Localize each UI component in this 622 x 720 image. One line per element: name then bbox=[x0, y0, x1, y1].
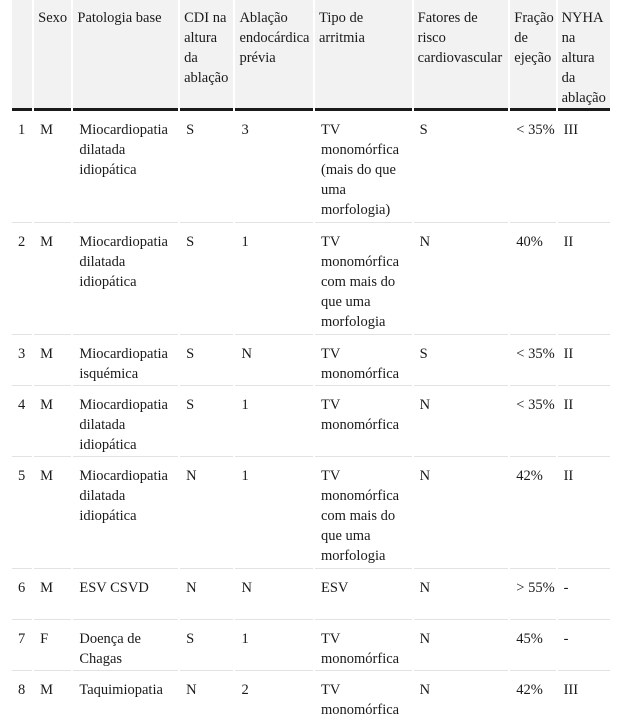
cell-sexo: M bbox=[34, 335, 71, 386]
cell-index: 3 bbox=[12, 335, 32, 386]
cell-arritmia: TV monomórfica com mais do que uma morfologia bbox=[315, 223, 412, 335]
cell-index: 5 bbox=[12, 457, 32, 569]
cell-ablacao: 3 bbox=[235, 111, 313, 223]
cell-nyha: II bbox=[558, 386, 610, 457]
cell-ablacao: 1 bbox=[235, 457, 313, 569]
cell-cdi: N bbox=[180, 457, 233, 569]
cell-patologia: Doença de Chagas bbox=[73, 620, 178, 671]
cell-arritmia: TV monomórfica bbox=[315, 386, 412, 457]
cell-fracao: 42% bbox=[510, 457, 555, 569]
cell-ablacao: 1 bbox=[235, 386, 313, 457]
cell-fatores: N bbox=[414, 671, 509, 720]
table-row bbox=[12, 620, 610, 671]
table-header-row bbox=[12, 0, 610, 111]
cell-fracao: > 55% bbox=[510, 569, 555, 620]
cell-fatores: N bbox=[414, 620, 509, 671]
cell-ablacao: N bbox=[235, 569, 313, 620]
header-fracao-ejecao: Fração de ejeção bbox=[510, 0, 555, 111]
cell-cdi: S bbox=[180, 223, 233, 335]
cell-sexo: M bbox=[34, 569, 71, 620]
cell-fatores: S bbox=[414, 335, 509, 386]
cell-fatores: N bbox=[414, 223, 509, 335]
cell-index: 7 bbox=[12, 620, 32, 671]
cell-ablacao: 1 bbox=[235, 223, 313, 335]
cell-sexo: M bbox=[34, 671, 71, 720]
cell-arritmia: TV monomórfica com mais do que uma morfologia bbox=[315, 457, 412, 569]
cell-fatores: S bbox=[414, 111, 509, 223]
cell-patologia: Miocardiopatia dilatada idiopática bbox=[73, 111, 178, 223]
header-tipo-arritmia: Tipo de arritmia bbox=[315, 0, 412, 111]
cell-index: 2 bbox=[12, 223, 32, 335]
header-cdi: CDI na altura da ablação bbox=[180, 0, 233, 111]
cell-ablacao: 1 bbox=[235, 620, 313, 671]
cell-ablacao: 2 bbox=[235, 671, 313, 720]
patients-table bbox=[10, 0, 612, 720]
header-sexo: Sexo bbox=[34, 0, 71, 111]
cell-fracao: 40% bbox=[510, 223, 555, 335]
table-row bbox=[12, 569, 610, 620]
cell-fracao: < 35% bbox=[510, 386, 555, 457]
cell-patologia: ESV CSVD bbox=[73, 569, 178, 620]
cell-nyha: II bbox=[558, 335, 610, 386]
cell-fracao: 42% bbox=[510, 671, 555, 720]
cell-cdi: S bbox=[180, 620, 233, 671]
cell-patologia: Miocardiopatia dilatada idiopática bbox=[73, 223, 178, 335]
cell-nyha: III bbox=[558, 671, 610, 720]
cell-nyha: II bbox=[558, 457, 610, 569]
cell-nyha: - bbox=[558, 569, 610, 620]
table-row bbox=[12, 386, 610, 457]
cell-nyha: III bbox=[558, 111, 610, 223]
table-row bbox=[12, 223, 610, 335]
header-nyha: NYHA na altura da ablação bbox=[558, 0, 610, 111]
cell-patologia: Miocardiopatia dilatada idiopática bbox=[73, 386, 178, 457]
header-patologia-base: Patologia base bbox=[73, 0, 178, 111]
cell-index: 6 bbox=[12, 569, 32, 620]
cell-fatores: N bbox=[414, 457, 509, 569]
table-row bbox=[12, 671, 610, 720]
cell-patologia: Miocardiopatia dilatada idiopática bbox=[73, 457, 178, 569]
cell-index: 8 bbox=[12, 671, 32, 720]
cell-fatores: N bbox=[414, 569, 509, 620]
cell-arritmia: TV monomórfica bbox=[315, 335, 412, 386]
cell-sexo: M bbox=[34, 457, 71, 569]
table-row bbox=[12, 457, 610, 569]
cell-arritmia: TV monomórfica bbox=[315, 620, 412, 671]
cell-fracao: < 35% bbox=[510, 335, 555, 386]
cell-sexo: M bbox=[34, 223, 71, 335]
cell-cdi: S bbox=[180, 335, 233, 386]
header-index bbox=[12, 0, 32, 111]
cell-index: 4 bbox=[12, 386, 32, 457]
table-row bbox=[12, 335, 610, 386]
cell-sexo: M bbox=[34, 111, 71, 223]
cell-patologia: Taquimiopatia bbox=[73, 671, 178, 720]
cell-cdi: S bbox=[180, 386, 233, 457]
cell-fracao: < 35% bbox=[510, 111, 555, 223]
cell-ablacao: N bbox=[235, 335, 313, 386]
cell-fracao: 45% bbox=[510, 620, 555, 671]
cell-cdi: N bbox=[180, 671, 233, 720]
cell-cdi: S bbox=[180, 111, 233, 223]
cell-arritmia: ESV bbox=[315, 569, 412, 620]
cell-fatores: N bbox=[414, 386, 509, 457]
cell-nyha: II bbox=[558, 223, 610, 335]
cell-arritmia: TV monomórfica (mais do que uma morfologia) bbox=[315, 111, 412, 223]
table-row bbox=[12, 111, 610, 223]
cell-sexo: M bbox=[34, 386, 71, 457]
header-ablacao-previa: Ablação endocárdica prévia bbox=[235, 0, 313, 111]
header-fatores-risco: Fatores de risco cardiovascular bbox=[414, 0, 509, 111]
cell-patologia: Miocardiopatia isquémica bbox=[73, 335, 178, 386]
cell-arritmia: TV monomórfica bbox=[315, 671, 412, 720]
cell-cdi: N bbox=[180, 569, 233, 620]
cell-sexo: F bbox=[34, 620, 71, 671]
cell-index: 1 bbox=[12, 111, 32, 223]
cell-nyha: - bbox=[558, 620, 610, 671]
